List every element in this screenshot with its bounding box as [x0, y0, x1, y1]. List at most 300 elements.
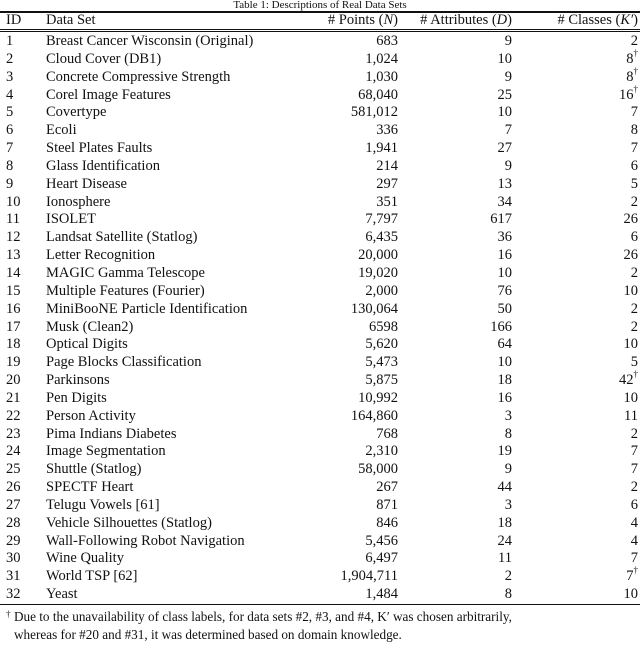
cell-attributes-value: 3: [504, 407, 512, 424]
cell-attributes-value: 25: [497, 86, 512, 103]
cell-id: [0, 336, 46, 354]
cell-classes: [514, 140, 640, 158]
cell-classes-value: 6: [630, 229, 638, 246]
cell-data-set-value: Ionosphere: [46, 193, 111, 210]
cell-id-value: 5: [6, 104, 14, 121]
cell-attributes-value: 27: [497, 140, 512, 157]
cell-classes: [514, 369, 640, 390]
cell-points: [306, 247, 398, 265]
header-attributes-label: # Attributes (: [420, 12, 497, 28]
cell-points-value: 768: [376, 425, 398, 442]
cell-points-value: 68,040: [358, 86, 398, 103]
cell-data-set-value: Cloud Cover (DB1): [46, 50, 162, 67]
cell-data-set-value: Yeast: [46, 586, 78, 603]
cell-classes: [514, 211, 640, 229]
cell-id-value: 23: [6, 425, 21, 442]
cell-classes: [514, 194, 640, 212]
cell-points: [306, 426, 398, 444]
cell-classes: [514, 565, 640, 586]
cell-data-set: [46, 533, 306, 551]
cell-id-value: 25: [6, 461, 21, 478]
header-points-close: ): [393, 12, 398, 28]
cell-data-set: [46, 550, 306, 568]
cell-classes-value: 7: [630, 140, 638, 157]
cell-attributes: [398, 283, 514, 301]
cell-points: [306, 479, 398, 497]
cell-classes-value: 4: [630, 532, 638, 549]
table-row: [0, 194, 640, 212]
cell-attributes-value: 16: [497, 389, 512, 406]
cell-data-set-value: Corel Image Features: [46, 86, 171, 103]
cell-id-value: 17: [6, 318, 21, 335]
table-row: [0, 354, 640, 372]
cell-id-value: 7: [6, 140, 14, 157]
cell-attributes: [398, 533, 514, 551]
cell-data-set-value: World TSP [62]: [46, 568, 138, 585]
table-row: [0, 461, 640, 479]
cell-attributes: [398, 176, 514, 194]
header-points: [306, 12, 398, 29]
header-classes-var: K′: [620, 12, 634, 28]
cell-attributes-value: 10: [497, 264, 512, 281]
footnote-line-2: whereas for #20 and #31, it was determined based on domain knowledge.: [14, 627, 402, 642]
cell-id: [0, 158, 46, 176]
cell-data-set-value: Image Segmentation: [46, 443, 166, 460]
cell-points-value: 19,020: [358, 264, 398, 281]
header-classes-label: # Classes (: [557, 12, 621, 28]
cell-attributes: [398, 515, 514, 533]
cell-attributes: [398, 122, 514, 140]
cell-attributes-value: 18: [497, 372, 512, 389]
cell-points-value: 1,484: [365, 586, 398, 603]
cell-id: [0, 211, 46, 229]
cell-attributes-value: 76: [497, 282, 512, 299]
cell-attributes: [398, 301, 514, 319]
table-row: [0, 515, 640, 533]
cell-id-value: 11: [6, 211, 20, 228]
cell-classes: [514, 354, 640, 372]
cell-classes: [514, 283, 640, 301]
cell-attributes-value: 44: [497, 479, 512, 496]
table-row: [0, 104, 640, 122]
cell-classes-value: 2: [630, 193, 638, 210]
header-attributes: [398, 12, 514, 29]
cell-id: [0, 533, 46, 551]
cell-classes: [514, 550, 640, 568]
cell-attributes: [398, 586, 514, 604]
cell-classes-value: 8: [626, 50, 634, 67]
cell-classes: [514, 586, 640, 604]
cell-attributes: [398, 354, 514, 372]
cell-attributes: [398, 550, 514, 568]
cell-points: [306, 229, 398, 247]
cell-id: [0, 87, 46, 105]
cell-classes-value: 10: [623, 336, 638, 353]
cell-points-value: 351: [376, 193, 398, 210]
cell-points-value: 58,000: [358, 461, 398, 478]
cell-id: [0, 479, 46, 497]
dagger-mark: †: [633, 65, 638, 76]
cell-attributes-value: 36: [497, 229, 512, 246]
cell-points-value: 1,941: [365, 140, 398, 157]
cell-points: [306, 176, 398, 194]
cell-data-set: [46, 372, 306, 390]
cell-id-value: 21: [6, 389, 21, 406]
table-row: [0, 408, 640, 426]
cell-data-set-value: Pen Digits: [46, 389, 107, 406]
cell-classes-value: 10: [623, 586, 638, 603]
cell-id-value: 4: [6, 86, 14, 103]
cell-data-set: [46, 408, 306, 426]
cell-id: [0, 33, 46, 51]
table-row: [0, 336, 640, 354]
table-row: [0, 550, 640, 568]
cell-points-value: 214: [376, 157, 398, 174]
cell-attributes: [398, 104, 514, 122]
cell-attributes-value: 9: [504, 33, 512, 49]
cell-data-set: [46, 586, 306, 604]
cell-points-value: 336: [376, 122, 398, 139]
cell-attributes-value: 8: [504, 425, 512, 442]
cell-attributes-value: 50: [497, 300, 512, 317]
cell-points: [306, 443, 398, 461]
cell-points: [306, 301, 398, 319]
cell-attributes: [398, 319, 514, 337]
cell-classes: [514, 443, 640, 461]
cell-id-value: 31: [6, 568, 21, 585]
cell-data-set-value: ISOLET: [46, 211, 96, 228]
cell-points-value: 871: [376, 496, 398, 513]
cell-attributes: [398, 69, 514, 87]
cell-attributes-value: 19: [497, 443, 512, 460]
cell-data-set: [46, 158, 306, 176]
cell-attributes: [398, 426, 514, 444]
cell-classes-value: 2: [630, 479, 638, 496]
cell-data-set-value: Shuttle (Statlog): [46, 461, 142, 478]
cell-points: [306, 515, 398, 533]
cell-attributes-value: 16: [497, 247, 512, 264]
cell-classes-value: 2: [630, 318, 638, 335]
cell-classes: [514, 319, 640, 337]
cell-points-value: 1,904,711: [340, 568, 398, 585]
table-row: [0, 568, 640, 586]
cell-id: [0, 51, 46, 69]
cell-classes: [514, 336, 640, 354]
cell-id-value: 29: [6, 532, 21, 549]
cell-attributes: [398, 497, 514, 515]
cell-attributes-value: 617: [490, 211, 512, 228]
cell-points: [306, 265, 398, 283]
cell-points: [306, 104, 398, 122]
table-row: [0, 87, 640, 105]
cell-data-set: [46, 283, 306, 301]
cell-attributes-value: 3: [504, 496, 512, 513]
header-rule-2: [0, 31, 640, 32]
cell-classes-value: 7: [630, 461, 638, 478]
cell-classes-value: 7: [630, 550, 638, 567]
cell-points-value: 10,992: [358, 389, 398, 406]
cell-points: [306, 140, 398, 158]
table-row: [0, 533, 640, 551]
cell-attributes-value: 10: [497, 104, 512, 121]
cell-classes: [514, 229, 640, 247]
cell-data-set: [46, 390, 306, 408]
dagger-mark: †: [633, 369, 638, 380]
cell-data-set: [46, 122, 306, 140]
header-attributes-var: D: [496, 12, 508, 28]
header-row: [0, 12, 640, 29]
cell-points: [306, 408, 398, 426]
cell-classes: [514, 390, 640, 408]
cell-data-set: [46, 211, 306, 229]
cell-classes-value: 2: [630, 264, 638, 281]
cell-classes-value: 2: [630, 33, 638, 49]
cell-classes: [514, 265, 640, 283]
cell-classes: [514, 426, 640, 444]
cell-attributes-value: 34: [497, 193, 512, 210]
cell-classes: [514, 83, 640, 105]
cell-points-value: 683: [376, 33, 398, 49]
cell-classes: [514, 104, 640, 122]
cell-attributes: [398, 390, 514, 408]
data-table: [0, 33, 640, 604]
dagger-mark: †: [6, 609, 11, 619]
cell-id: [0, 443, 46, 461]
header-points-var: N: [383, 12, 394, 28]
table-body: [0, 33, 640, 604]
cell-id-value: 20: [6, 372, 21, 389]
cell-data-set-value: Wall-Following Robot Navigation: [46, 532, 245, 549]
cell-id-value: 2: [6, 50, 14, 67]
table-header: [0, 12, 640, 29]
cell-classes: [514, 247, 640, 265]
cell-data-set: [46, 354, 306, 372]
cell-attributes: [398, 87, 514, 105]
cell-attributes-value: 24: [497, 532, 512, 549]
cell-attributes: [398, 247, 514, 265]
cell-id-value: 16: [6, 300, 21, 317]
cell-classes: [514, 48, 640, 69]
cell-id-value: 30: [6, 550, 21, 567]
cell-id-value: 19: [6, 354, 21, 371]
cell-classes-value: 26: [623, 247, 638, 264]
cell-points-value: 846: [376, 514, 398, 531]
cell-points: [306, 319, 398, 337]
cell-attributes-value: 18: [497, 514, 512, 531]
table-row: [0, 586, 640, 604]
cell-attributes-value: 11: [498, 550, 512, 567]
cell-classes-value: 16: [619, 86, 634, 103]
cell-data-set: [46, 497, 306, 515]
cell-id-value: 10: [6, 193, 21, 210]
cell-id-value: 32: [6, 586, 21, 603]
cell-data-set: [46, 51, 306, 69]
cell-classes: [514, 461, 640, 479]
cell-classes: [514, 33, 640, 51]
cell-points: [306, 283, 398, 301]
cell-data-set-value: Musk (Clean2): [46, 318, 134, 335]
cell-attributes: [398, 33, 514, 51]
cell-id: [0, 372, 46, 390]
cell-data-set-value: Covertype: [46, 104, 107, 121]
header-id: ID: [6, 12, 22, 28]
cell-classes-value: 8: [626, 68, 634, 85]
cell-data-set: [46, 265, 306, 283]
cell-points: [306, 390, 398, 408]
cell-id-value: 14: [6, 264, 21, 281]
table-row: [0, 319, 640, 337]
cell-data-set-value: Steel Plates Faults: [46, 140, 153, 157]
cell-attributes: [398, 211, 514, 229]
cell-data-set: [46, 229, 306, 247]
cell-points: [306, 372, 398, 390]
cell-id-value: 24: [6, 443, 21, 460]
cell-id-value: 1: [6, 33, 14, 49]
cell-id: [0, 301, 46, 319]
cell-data-set: [46, 69, 306, 87]
cell-id-value: 26: [6, 479, 21, 496]
header-classes: [514, 12, 640, 29]
cell-points: [306, 354, 398, 372]
cell-id-value: 12: [6, 229, 21, 246]
cell-id: [0, 408, 46, 426]
cell-points-value: 1,030: [365, 68, 398, 85]
cell-classes-value: 42: [619, 372, 634, 389]
cell-classes-value: 11: [624, 407, 638, 424]
cell-classes: [514, 479, 640, 497]
cell-classes: [514, 158, 640, 176]
table-row: [0, 283, 640, 301]
cell-attributes: [398, 158, 514, 176]
table-row: [0, 122, 640, 140]
cell-points-value: 1,024: [365, 50, 398, 67]
cell-points: [306, 550, 398, 568]
table-row: [0, 479, 640, 497]
table-row: [0, 158, 640, 176]
cell-id: [0, 140, 46, 158]
cell-classes-value: 5: [630, 354, 638, 371]
header-rule-1: [0, 29, 640, 30]
cell-attributes-value: 10: [497, 354, 512, 371]
cell-id-value: 6: [6, 122, 14, 139]
cell-classes-value: 5: [630, 175, 638, 192]
cell-id-value: 15: [6, 282, 21, 299]
cell-points: [306, 122, 398, 140]
cell-id: [0, 390, 46, 408]
cell-points: [306, 568, 398, 586]
cell-attributes: [398, 336, 514, 354]
cell-data-set-value: Page Blocks Classification: [46, 354, 202, 371]
cell-attributes: [398, 408, 514, 426]
cell-data-set-value: Optical Digits: [46, 336, 128, 353]
cell-data-set-value: SPECTF Heart: [46, 479, 134, 496]
cell-data-set: [46, 568, 306, 586]
dagger-mark: †: [633, 565, 638, 576]
table-row: [0, 497, 640, 515]
cell-data-set: [46, 443, 306, 461]
cell-data-set-value: Glass Identification: [46, 157, 160, 174]
cell-classes: [514, 301, 640, 319]
cell-attributes: [398, 461, 514, 479]
table-row: [0, 390, 640, 408]
cell-attributes: [398, 229, 514, 247]
cell-attributes-value: 2: [504, 568, 512, 585]
cell-classes-value: 6: [630, 157, 638, 174]
table-row: [0, 443, 640, 461]
cell-data-set-value: Vehicle Silhouettes (Statlog): [46, 514, 212, 531]
cell-id: [0, 194, 46, 212]
cell-points-value: 130,064: [350, 300, 398, 317]
cell-id: [0, 426, 46, 444]
dagger-mark: †: [633, 48, 638, 59]
cell-id: [0, 319, 46, 337]
cell-id: [0, 229, 46, 247]
cell-data-set-value: Letter Recognition: [46, 247, 156, 264]
cell-id: [0, 568, 46, 586]
cell-id-value: 13: [6, 247, 21, 264]
cell-classes-value: 10: [623, 282, 638, 299]
cell-id: [0, 247, 46, 265]
cell-id-value: 3: [6, 68, 14, 85]
cell-data-set: [46, 461, 306, 479]
table-row: [0, 229, 640, 247]
cell-id-value: 28: [6, 514, 21, 531]
cell-data-set-value: MiniBooNE Particle Identification: [46, 300, 248, 317]
cell-data-set-value: Parkinsons: [46, 372, 110, 389]
cell-points-value: 581,012: [350, 104, 398, 121]
header-data-set: Data Set: [46, 12, 96, 28]
cell-points-value: 267: [376, 479, 398, 496]
cell-points: [306, 158, 398, 176]
cell-id: [0, 497, 46, 515]
cell-attributes-value: 64: [497, 336, 512, 353]
cell-points-value: 20,000: [358, 247, 398, 264]
cell-id-value: 18: [6, 336, 21, 353]
cell-id-value: 8: [6, 157, 14, 174]
cell-data-set: [46, 247, 306, 265]
header-attributes-close: ): [507, 12, 512, 28]
cell-data-set: [46, 301, 306, 319]
cell-classes: [514, 533, 640, 551]
cell-classes: [514, 408, 640, 426]
cell-attributes-value: 166: [490, 318, 512, 335]
cell-data-set-value: Wine Quality: [46, 550, 124, 567]
cell-classes-value: 26: [623, 211, 638, 228]
table-row: [0, 33, 640, 51]
cell-points: [306, 533, 398, 551]
cell-attributes-value: 13: [497, 175, 512, 192]
cell-points-value: 2,000: [365, 282, 398, 299]
cell-points-value: 6,497: [365, 550, 398, 567]
cell-data-set: [46, 140, 306, 158]
cell-points-value: 7,797: [365, 211, 398, 228]
table-row: [0, 51, 640, 69]
cell-id: [0, 283, 46, 301]
cell-classes-value: 10: [623, 389, 638, 406]
table-row: [0, 426, 640, 444]
footnote: [6, 608, 640, 644]
cell-classes: [514, 515, 640, 533]
table-row: [0, 247, 640, 265]
table-row: [0, 301, 640, 319]
cell-points-value: 297: [376, 175, 398, 192]
cell-points-value: 5,875: [365, 372, 398, 389]
dagger-mark: †: [633, 83, 638, 94]
cell-id: [0, 461, 46, 479]
cell-data-set: [46, 426, 306, 444]
cell-data-set-value: Landsat Satellite (Statlog): [46, 229, 198, 246]
cell-classes: [514, 497, 640, 515]
